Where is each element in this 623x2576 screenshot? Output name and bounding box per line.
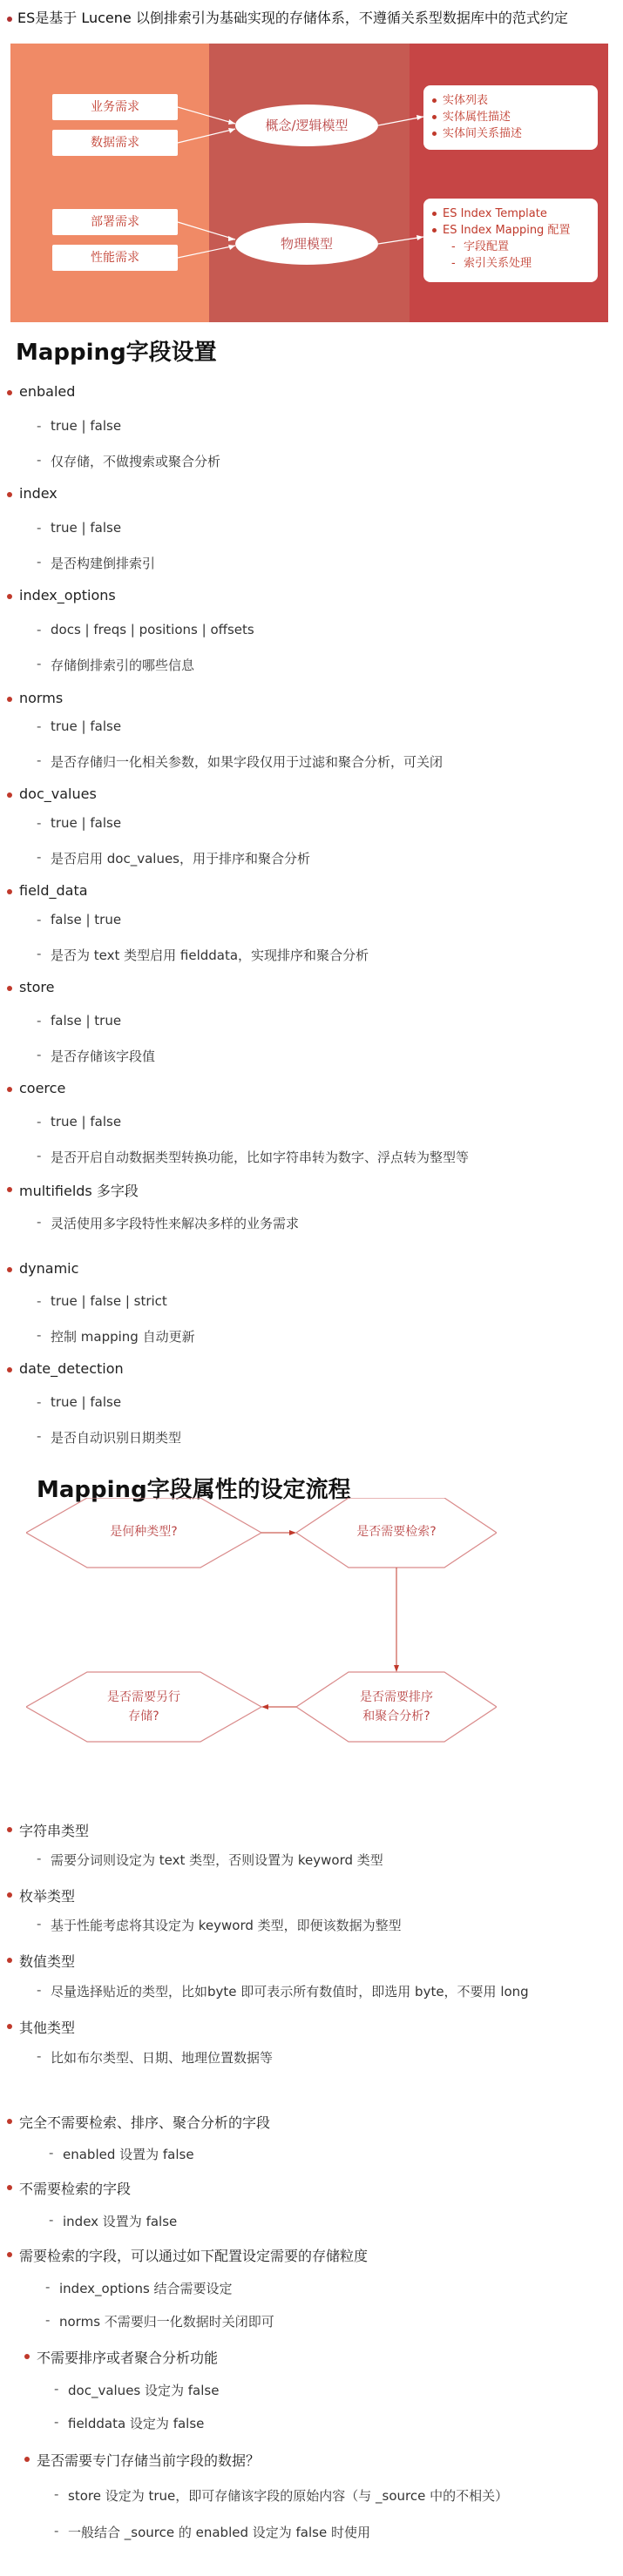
- list-item-norms: norms: [19, 690, 64, 706]
- flow-node-sort-line1: 是否需要排序: [360, 1690, 433, 1704]
- list-subitem: - false | true: [51, 912, 121, 927]
- output-index-template: ES Index Template: [432, 206, 589, 222]
- physical-model-output: [423, 199, 598, 282]
- list-subitem: - doc_values 设定为 false: [68, 2381, 219, 2399]
- type-other: 其他类型: [19, 2017, 75, 2037]
- list-subitem: - true | false: [51, 1114, 121, 1130]
- flow-node-type: 是何种类型?: [110, 1525, 178, 1539]
- list-subitem: - norms 不需要归一化数据时关闭即可: [59, 2312, 274, 2330]
- requirement-performance: 性能需求: [52, 245, 178, 271]
- intro-line: [7, 7, 568, 27]
- flow-node-store-line2: 存储?: [128, 1709, 159, 1723]
- list-subitem: - 是否启用 doc_values，用于排序和聚合分析: [51, 849, 310, 867]
- list-subitem: - false | true: [51, 1013, 121, 1028]
- list-subitem: - 灵活使用多字段特性来解决多样的业务需求: [51, 1214, 299, 1232]
- list-subitem: - 一般结合 _source 的 enabled 设定为 false 时使用: [68, 2523, 370, 2541]
- list-subitem: - 控制 mapping 自动更新: [51, 1327, 195, 1345]
- list-subitem: - fielddata 设定为 false: [68, 2414, 204, 2432]
- list-subitem: - 是否存储该字段值: [51, 1047, 155, 1065]
- output-index-relations: - 索引关系处理: [432, 255, 589, 272]
- flow-node-sort-line2: 和聚合分析?: [362, 1709, 430, 1723]
- requirement-business: 业务需求: [52, 94, 178, 120]
- physical-model-ellipse: 物理模型: [235, 223, 378, 265]
- output-entity-relations: 实体间关系描述: [432, 125, 589, 142]
- section-title-mapping-settings: Mapping字段设置: [16, 340, 217, 366]
- list-subitem: - index 设置为 false: [63, 2212, 177, 2230]
- list-subitem: - true | false: [51, 815, 121, 831]
- list-subitem: - 是否自动识别日期类型: [51, 1428, 181, 1446]
- list-item-store: store: [19, 979, 55, 995]
- retrieval-no-sort: 不需要排序或者聚合分析功能: [37, 2347, 218, 2367]
- list-subitem: - enabled 设置为 false: [63, 2145, 194, 2163]
- logical-model-output: [423, 85, 598, 150]
- retrieval-none: 完全不需要检索、排序、聚合分析的字段: [19, 2112, 270, 2132]
- list-item-multifields: multifields 多字段: [19, 1180, 139, 1200]
- list-subitem: - index_options 结合需要设定: [59, 2279, 233, 2297]
- list-subitem: - true | false: [51, 418, 121, 434]
- list-item-index-options: index_options: [19, 587, 116, 604]
- output-entity-list: 实体列表: [432, 92, 589, 109]
- retrieval-no-search: 不需要检索的字段: [19, 2178, 131, 2198]
- list-item-dynamic: dynamic: [19, 1260, 79, 1277]
- type-string: 字符串类型: [19, 1820, 89, 1840]
- retrieval-search: 需要检索的字段，可以通过如下配置设定需要的存储粒度: [19, 2245, 368, 2265]
- list-item-enabled: enbaled: [19, 383, 76, 400]
- output-index-mapping: ES Index Mapping 配置: [432, 222, 589, 239]
- list-subitem: - 存储倒排索引的哪些信息: [51, 656, 194, 674]
- requirement-data: 数据需求: [52, 130, 178, 156]
- list-item-field-data: field_data: [19, 882, 88, 899]
- section-title-mapping-flow: Mapping字段属性的设定流程: [37, 1477, 351, 1503]
- list-subitem: - true | false: [51, 718, 121, 734]
- retrieval-store: 是否需要专门存储当前字段的数据？: [37, 2450, 260, 2470]
- list-subitem: - true | false: [51, 520, 121, 536]
- list-subitem: - 需要分词则设定为 text 类型，否则设置为 keyword 类型: [51, 1851, 383, 1869]
- list-item-doc-values: doc_values: [19, 786, 97, 802]
- list-item-coerce: coerce: [19, 1080, 66, 1096]
- list-subitem: - 是否开启自动数据类型转换功能，比如字符串转为数字、浮点转为整型等: [51, 1148, 469, 1166]
- list-subitem: - 基于性能考虑将其设定为 keyword 类型，即便该数据为整型: [51, 1916, 402, 1934]
- list-subitem: - 仅存储，不做搜索或聚合分析: [51, 452, 220, 470]
- list-subitem: - true | false: [51, 1394, 121, 1410]
- list-subitem: - true | false | strict: [51, 1293, 167, 1309]
- output-entity-attrs: 实体属性描述: [432, 109, 589, 125]
- list-item-index: index: [19, 485, 58, 502]
- list-subitem: - 是否存储归一化相关参数，如果字段仅用于过滤和聚合分析，可关闭: [51, 752, 443, 771]
- output-field-config: - 字段配置: [432, 239, 589, 255]
- list-subitem: - 比如布尔类型、日期、地理位置数据等: [51, 2048, 273, 2067]
- list-item-date-detection: date_detection: [19, 1360, 124, 1377]
- flow-node-store-line1: 是否需要另行: [107, 1690, 180, 1704]
- logical-model-ellipse: 概念/逻辑模型: [235, 105, 378, 146]
- list-subitem: - docs | freqs | positions | offsets: [51, 622, 254, 637]
- intro-text: ES是基于 Lucene 以倒排索引为基础实现的存储体系，不遵循关系型数据库中的范式约定: [17, 10, 568, 26]
- list-subitem: - 尽量选择贴近的类型，比如byte 即可表示所有数值时，即选用 byte，不要用 long: [51, 1982, 529, 2000]
- type-enum: 枚举类型: [19, 1885, 75, 1905]
- type-numeric: 数值类型: [19, 1951, 75, 1971]
- list-subitem: - store 设定为 true，即可存储该字段的原始内容（与 _source 中的不相关）: [68, 2486, 508, 2505]
- flow-node-retrieval: 是否需要检索?: [356, 1525, 437, 1539]
- list-subitem: - 是否为 text 类型启用 fielddata，实现排序和聚合分析: [51, 946, 369, 964]
- requirement-deploy: 部署需求: [52, 209, 178, 235]
- bullet-icon: [7, 17, 12, 22]
- list-subitem: - 是否构建倒排索引: [51, 554, 155, 572]
- modeling-diagram: [10, 44, 608, 322]
- flow-diagram: [26, 1498, 497, 1768]
